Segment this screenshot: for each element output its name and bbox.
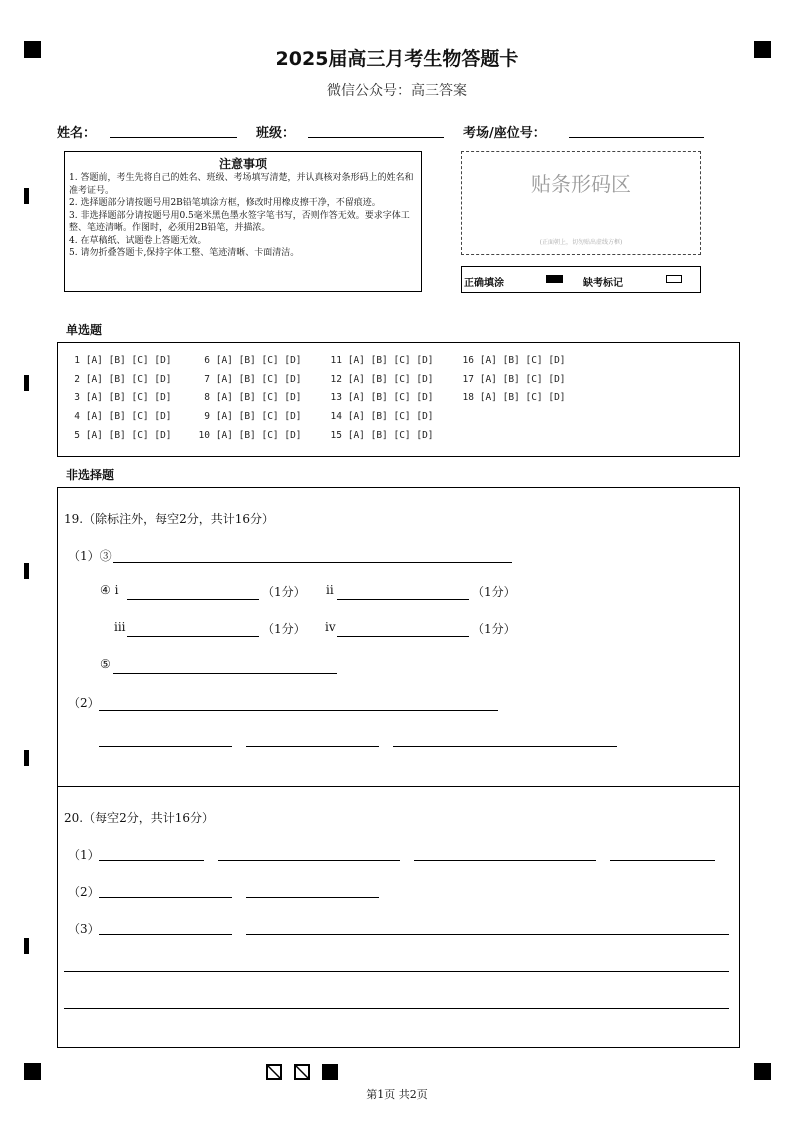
seat-field[interactable]: [569, 137, 704, 138]
barcode-area: [461, 151, 701, 255]
side-mark: [24, 563, 29, 579]
q20-part3-label: （3）: [68, 922, 100, 936]
class-label: 班级：: [256, 126, 296, 141]
mc-question-9[interactable]: [196, 411, 302, 422]
notice-item: 3. 非选择题部分请按题号用0.5毫米黑色墨水签字笔书写，否则作答无效。要求字体工整、笔迹清晰。作图时，必须用2B铅笔，并描浓。: [69, 210, 410, 233]
mc-question-8[interactable]: [196, 392, 302, 403]
q20-answer-line[interactable]: [610, 860, 715, 861]
side-mark: [24, 938, 29, 954]
mc-question-18[interactable]: [460, 392, 566, 403]
notice-title: 注意事项: [218, 157, 267, 171]
q19-answer-line[interactable]: [113, 673, 337, 674]
name-label: 姓名：: [57, 126, 97, 141]
mc-number: 13: [330, 392, 342, 403]
mc-options[interactable]: [A] [B] [C] [D]: [347, 355, 434, 366]
tracking-mark: [294, 1064, 310, 1080]
q19-title: 19.（除标注外，每空2分，共计16分）: [64, 512, 274, 526]
q20-answer-line[interactable]: [99, 860, 204, 861]
mc-number: 6: [204, 355, 210, 366]
q19-point-label: （1分）: [262, 585, 306, 599]
q19-answer-line[interactable]: [246, 746, 379, 747]
mc-number: 5: [74, 430, 80, 441]
mc-question-16[interactable]: [460, 355, 566, 366]
filled-box-example: [546, 275, 563, 283]
corner-marker-bottom-right: [754, 1063, 771, 1080]
q19-point-label: （1分）: [472, 622, 516, 636]
mc-number: 12: [330, 374, 342, 385]
notice-item: 2. 选择题部分请按题号用2B铅笔填涂方框，修改时用橡皮擦干净，不留痕迹。: [69, 198, 381, 208]
corner-marker-bottom-left: [24, 1063, 41, 1080]
mc-options[interactable]: [A] [B] [C] [D]: [479, 355, 566, 366]
side-mark: [24, 750, 29, 766]
q19-answer-line[interactable]: [99, 746, 232, 747]
mc-options[interactable]: [A] [B] [C] [D]: [215, 411, 302, 422]
mc-options[interactable]: [A] [B] [C] [D]: [85, 411, 172, 422]
mc-question-10[interactable]: [196, 430, 302, 441]
mc-options[interactable]: [A] [B] [C] [D]: [215, 392, 302, 403]
q19-part2-label: （2）: [68, 696, 100, 710]
page-subtitle: 微信公众号：高三答案: [327, 83, 467, 99]
notice-item: 5. 请勿折叠答题卡,保持字体工整、笔迹清晰、卡面清洁。: [69, 248, 300, 258]
q20-part1-label: （1）: [68, 848, 100, 862]
mc-options[interactable]: [A] [B] [C] [D]: [347, 430, 434, 441]
single-choice-heading: 单选题: [66, 323, 103, 337]
side-mark: [24, 188, 29, 204]
q19-point-label: （1分）: [262, 622, 306, 636]
mc-number: 15: [330, 430, 342, 441]
mc-number: 9: [204, 411, 210, 422]
mc-question-14[interactable]: [328, 411, 434, 422]
mc-question-12[interactable]: [328, 374, 434, 385]
mc-options[interactable]: [A] [B] [C] [D]: [215, 374, 302, 385]
mc-question-3[interactable]: [66, 392, 172, 403]
mc-question-1[interactable]: [66, 355, 172, 366]
mc-options[interactable]: [A] [B] [C] [D]: [347, 411, 434, 422]
name-field[interactable]: [110, 137, 237, 138]
mc-options[interactable]: [A] [B] [C] [D]: [85, 374, 172, 385]
barcode-hint: (正面朝上，切勿贴出虚线方框): [539, 239, 623, 246]
absent-mark-box[interactable]: [666, 275, 682, 283]
mc-options[interactable]: [A] [B] [C] [D]: [85, 392, 172, 403]
mc-number: 8: [204, 392, 210, 403]
mc-options[interactable]: [A] [B] [C] [D]: [215, 355, 302, 366]
non-choice-box: [57, 487, 740, 1048]
q20-title: 20.（每空2分，共计16分）: [64, 811, 214, 825]
q19-iii-label: iii: [114, 620, 126, 634]
mc-number: 14: [330, 411, 342, 422]
mc-question-5[interactable]: [66, 430, 172, 441]
mc-options[interactable]: [A] [B] [C] [D]: [347, 392, 434, 403]
mc-question-11[interactable]: [328, 355, 434, 366]
q19-sub5-label: ⑤: [100, 657, 111, 671]
mc-options[interactable]: [A] [B] [C] [D]: [85, 430, 172, 441]
q19-answer-line[interactable]: [393, 746, 617, 747]
q20-answer-line[interactable]: [99, 934, 232, 935]
mc-question-17[interactable]: [460, 374, 566, 385]
q20-answer-line[interactable]: [64, 1008, 729, 1009]
q19-ii-label: ii: [326, 583, 334, 597]
mc-number: 11: [330, 355, 342, 366]
mc-options[interactable]: [A] [B] [C] [D]: [215, 430, 302, 441]
q20-answer-line[interactable]: [64, 971, 729, 972]
mc-question-2[interactable]: [66, 374, 172, 385]
mc-options[interactable]: [A] [B] [C] [D]: [479, 374, 566, 385]
class-field[interactable]: [308, 137, 444, 138]
mc-number: 4: [74, 411, 80, 422]
mc-options[interactable]: [A] [B] [C] [D]: [479, 392, 566, 403]
slash-icon: [268, 1066, 280, 1078]
tracking-mark: [266, 1064, 282, 1080]
q19-answer-line[interactable]: [113, 562, 512, 563]
mc-number: 2: [74, 374, 80, 385]
mc-number: 7: [204, 374, 210, 385]
non-choice-heading: 非选择题: [66, 468, 115, 482]
mc-options[interactable]: [A] [B] [C] [D]: [347, 374, 434, 385]
mc-question-6[interactable]: [196, 355, 302, 366]
notice-item: 4. 在草稿纸、试题卷上答题无效。: [69, 235, 207, 246]
mc-options[interactable]: [A] [B] [C] [D]: [85, 355, 172, 366]
q20-answer-line[interactable]: [414, 860, 596, 861]
notice-box: [64, 151, 422, 292]
single-choice-box: [57, 342, 740, 457]
fill-legend: [461, 266, 701, 293]
mc-number: 10: [198, 430, 210, 441]
seat-label: 考场/座位号：: [463, 126, 546, 141]
q20-answer-line[interactable]: [246, 897, 379, 898]
q19-answer-line[interactable]: [337, 636, 469, 637]
q20-answer-line[interactable]: [246, 934, 729, 935]
q19-answer-line[interactable]: [337, 599, 469, 600]
q20-answer-line[interactable]: [218, 860, 400, 861]
q19-sub4-label: ④ i: [100, 583, 119, 597]
q19-answer-line[interactable]: [99, 710, 498, 711]
q19-iv-label: iv: [325, 620, 336, 634]
tracking-mark-filled: [322, 1064, 338, 1080]
q19-answer-line[interactable]: [127, 599, 259, 600]
mc-number: 18: [462, 392, 474, 403]
q19-part1-label: （1）③: [68, 549, 112, 563]
side-mark: [24, 375, 29, 391]
question-divider: [57, 786, 740, 787]
q20-part2-label: （2）: [68, 885, 100, 899]
correct-fill-label: 正确填涂: [464, 278, 504, 289]
absent-mark-label: 缺考标记: [583, 278, 623, 289]
q19-answer-line[interactable]: [127, 636, 259, 637]
mc-number: 1: [74, 355, 80, 366]
mc-number: 3: [74, 392, 80, 403]
q19-point-label: （1分）: [472, 585, 516, 599]
mc-question-4[interactable]: [66, 411, 172, 422]
mc-question-15[interactable]: [328, 430, 434, 441]
mc-number: 17: [462, 374, 474, 385]
mc-number: 16: [462, 355, 474, 366]
q20-answer-line[interactable]: [99, 897, 232, 898]
notice-item: 1. 答题前，考生先将自己的姓名、班级、考场填写清楚，并认真核对条形码上的姓名和准考证号。: [69, 173, 414, 196]
mc-question-13[interactable]: [328, 392, 434, 403]
page-title: 2025届高三月考生物答题卡: [275, 48, 519, 70]
barcode-title: 贴条形码区: [531, 172, 631, 196]
slash-icon: [296, 1066, 308, 1078]
page-number: 第1页 共2页: [366, 1088, 428, 1101]
mc-question-7[interactable]: [196, 374, 302, 385]
